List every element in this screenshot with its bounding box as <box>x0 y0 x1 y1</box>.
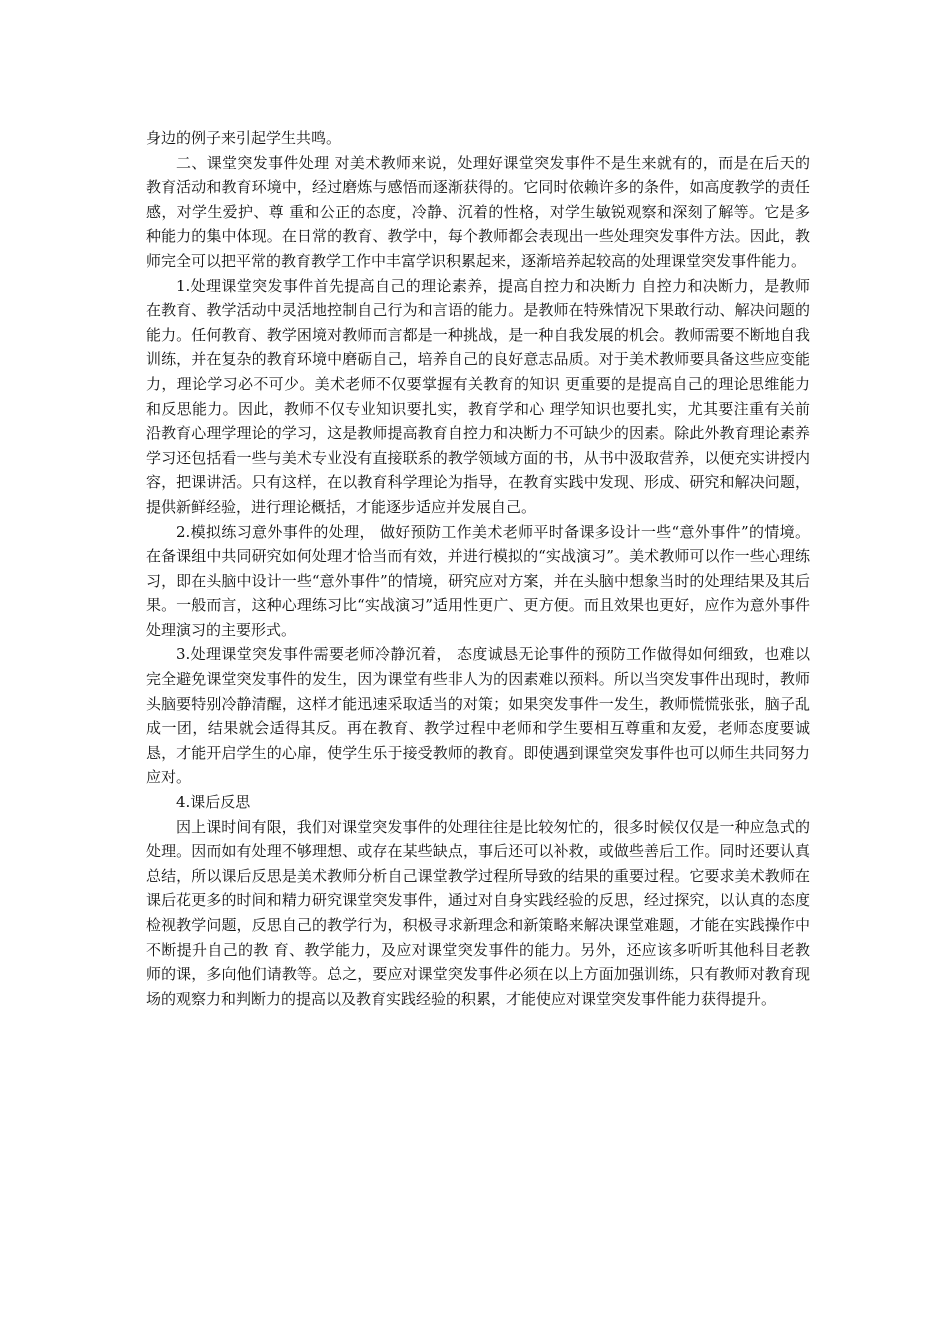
paragraph-point-one: 1.处理课堂突发事件首先提高自己的理论素养，提高自控力和决断力 自控力和决断力，是教师在教育、教学活动中灵活地控制自己行为和言语的能力。是教师在特殊情况下果敢行动、解决问题的能力。任何教育、教学困境对教师而言都是一种挑战，是一种自我发展的机会。教师需要不断地自我训练，并在复杂的教育环境中磨砺自己，培养自己的良好意志品质。对于美术教师要具备这些应变能力，理论学习必不可少。美术老师不仅要掌握有关教育的知识 更重要的是提高自己的理论思维能力和反思能力。因此，教师不仅专业知识要扎实，教育学和心 理学知识也要扎实，尤其要注重有关前沿教育心理学理论的学习，这是教师提高教育自控力和决断力不可缺少的因素。除此外教育理论素养学习还包括看一些与美术专业没有直接联系的教学领域方面的书，从书中汲取营养，以便充实讲授内容，把课讲活。只有这样，在以教育科学理论为指导，在教育实践中发现、形成、研究和解决问题，提供新鲜经验，进行理论概括，才能逐步适应并发展自己。 <box>146 276 810 516</box>
document-body <box>146 126 810 1011</box>
paragraph-section-two: 二、课堂突发事件处理 对美术教师来说，处理好课堂突发事件不是生来就有的，而是在后天的教育活动和教育环境中，经过磨炼与感悟而逐渐获得的。它同时依赖许多的条件，如高度教学的责任感，对学生爱护、尊 重和公正的态度，冷静、沉着的性格，对学生敏锐观察和深刻了解等。它是多种能力的集中体现。在日常的教育、教学中，每个教师都会表现出一些处理突发事件方法。因此，教师完全可以把平常的教育教学工作中丰富学识积累起来，逐渐培养起较高的处理课堂突发事件能力。 <box>146 153 810 270</box>
paragraph-point-three: 3.处理课堂突发事件需要老师冷静沉着， 态度诚恳无论事件的预防工作做得如何细致，也难以完全避免课堂突发事件的发生，因为课堂有些非人为的因素难以预料。所以当突发事件出现时，教师头脑要特别冷静清醒，这样才能迅速采取适当的对策；如果突发事件一发生，教师慌慌张张，脑子乱成一团，结果就会适得其反。再在教育、教学过程中老师和学生要相互尊重和友爱，老师态度要诚恳，才能开启学生的心扉，使学生乐于接受教师的教育。即使遇到课堂突发事件也可以师生共同努力应对。 <box>146 645 810 787</box>
heading-point-four: 4.课后反思 <box>176 793 251 812</box>
paragraph-point-two: 2.模拟练习意外事件的处理， 做好预防工作美术老师平时备课多设计一些“意外事件”的情境。在备课组中共同研究如何处理才恰当而有效，并进行模拟的“实战演习”。美术教师可以作一些心理练习，即在头脑中设计一些“意外事件”的情境，研究应对方案，并在头脑中想象当时的处理结果及其后果。一般而言，这种心理练习比“实战演习”适用性更广、更方便。而且效果也更好，应作为意外事件处理演习的主要形式。 <box>146 522 810 639</box>
paragraph-continuation: 身边的例子来引起学生共鸣。 <box>146 129 342 147</box>
paragraph-point-four: 因上课时间有限，我们对课堂突发事件的处理往往是比较匆忙的，很多时候仅仅是一种应急式的处理。因而如有处理不够理想、或存在某些缺点，事后还可以补救，或做些善后工作。同时还要认真总结，所以课后反思是美术教师分析自己课堂教学过程所导致的结果的重要过程。它要求美术教师在课后花更多的时间和精力研究课堂突发事件，通过对自身实践经验的反思，经过探究，以认真的态度检视教学问题，反思自己的教学行为，积极寻求新理念和新策略来解决课堂难题，才能在实践操作中不断提升自己的教 育、教学能力，及应对课堂突发事件的能力。另外，还应该多听听其他科目老教师的课，多向他们请教等。总之，要应对课堂突发事件必须在以上方面加强训练，只有教师对教育现场的观察力和判断力的提高以及教育实践经验的积累，才能使应对课堂突发事件能力获得提升。 <box>146 817 810 1008</box>
